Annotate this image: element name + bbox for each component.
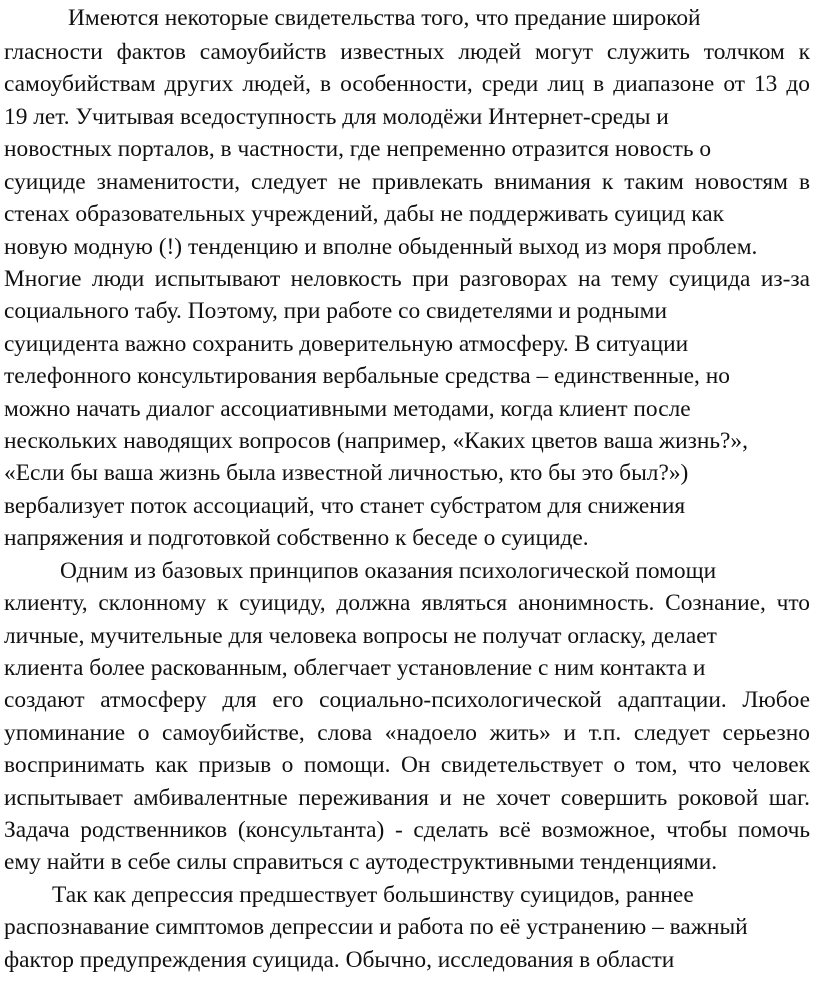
paragraph-1-line-3: самоубийствам других людей, в особенности, среди лиц в диапазоне от 13 до [4, 71, 810, 97]
paragraph-1-line-12: телефонного консультирования вербальные средства – единственные, но [4, 363, 730, 389]
paragraph-2-line-6: упоминание о самоубийстве, слова «надоело жить» и т.п. следует серьезно [4, 720, 810, 746]
paragraph-1-line-9: Многие люди испытывают неловкость при разговорах на тему суицида из-за [4, 266, 810, 292]
paragraph-1-line-10: социального табу. Поэтому, при работе со свидетелями и родными [4, 298, 667, 324]
paragraph-2-line-1: Одним из базовых принципов оказания психологической помощи [60, 558, 717, 584]
paragraph-1-line-8: новую модную (!) тенденцию и вполне обыденный выход из моря проблем. [4, 234, 758, 260]
paragraph-1-line-4: 19 лет. Учитывая вседоступность для молодёжи Интернет-среды и [4, 104, 669, 130]
paragraph-3-line-3: фактор предупреждения суицида. Обычно, исследования в области [4, 947, 675, 973]
paragraph-1-line-6: суициде знаменитости, следует не привлекать внимания к таким новостям в [4, 169, 810, 195]
paragraph-1-line-15: «Если бы ваша жизнь была известной личностью, кто бы это был?») [4, 460, 689, 486]
paragraph-1-line-17: напряжения и подготовкой собственно к беседе о суициде. [4, 525, 589, 551]
paragraph-1-line-13: можно начать диалог ассоциативными методами, когда клиент после [4, 396, 691, 422]
paragraph-1-line-11: суицидента важно сохранить доверительную атмосферу. В ситуации [4, 331, 689, 357]
paragraph-1-line-1: Имеются некоторые свидетельства того, что предание широкой [68, 5, 701, 31]
paragraph-2-line-7: воспринимать как призыв о помощи. Он свидетельствует о том, что человек [4, 752, 810, 778]
paragraph-1-line-16: вербализует поток ассоциаций, что станет субстратом для снижения [4, 493, 686, 519]
paragraph-2-line-9: Задача родственников (консультанта) - сделать всё возможное, чтобы помочь [4, 817, 810, 843]
paragraph-2-line-3: личные, мучительные для человека вопросы не получат огласку, делает [4, 623, 717, 649]
paragraph-2-line-2: клиенту, склонному к суициду, должна являться анонимность. Сознание, что [4, 590, 810, 616]
paragraph-3-line-1: Так как депрессия предшествует большинству суицидов, раннее [52, 882, 694, 908]
paragraph-2-line-5: создают атмосферу для его социально-психологической адаптации. Любое [4, 687, 810, 713]
paragraph-1-line-5: новостных порталов, в частности, где непременно отразится новость о [4, 136, 712, 162]
paragraph-2-line-4: клиента более раскованным, облегчает установление с ним контакта и [4, 655, 706, 681]
paragraph-2-line-10: ему найти в себе силы справиться с аутодеструктивными тенденциями. [4, 849, 718, 875]
paragraph-1-line-7: стенах образовательных учреждений, дабы не поддерживать суицид как [4, 201, 725, 227]
paragraph-1-line-2: гласности фактов самоубийств известных людей могут служить толчком к [4, 39, 810, 65]
paragraph-1-line-14: нескольких наводящих вопросов (например, «Каких цветов ваша жизнь?», [4, 428, 748, 454]
paragraph-2-line-8: испытывает амбивалентные переживания и не хочет совершить роковой шаг. [4, 785, 810, 811]
paragraph-3-line-2: распознавание симптомов депрессии и работа по её устранению – важный [4, 914, 748, 940]
